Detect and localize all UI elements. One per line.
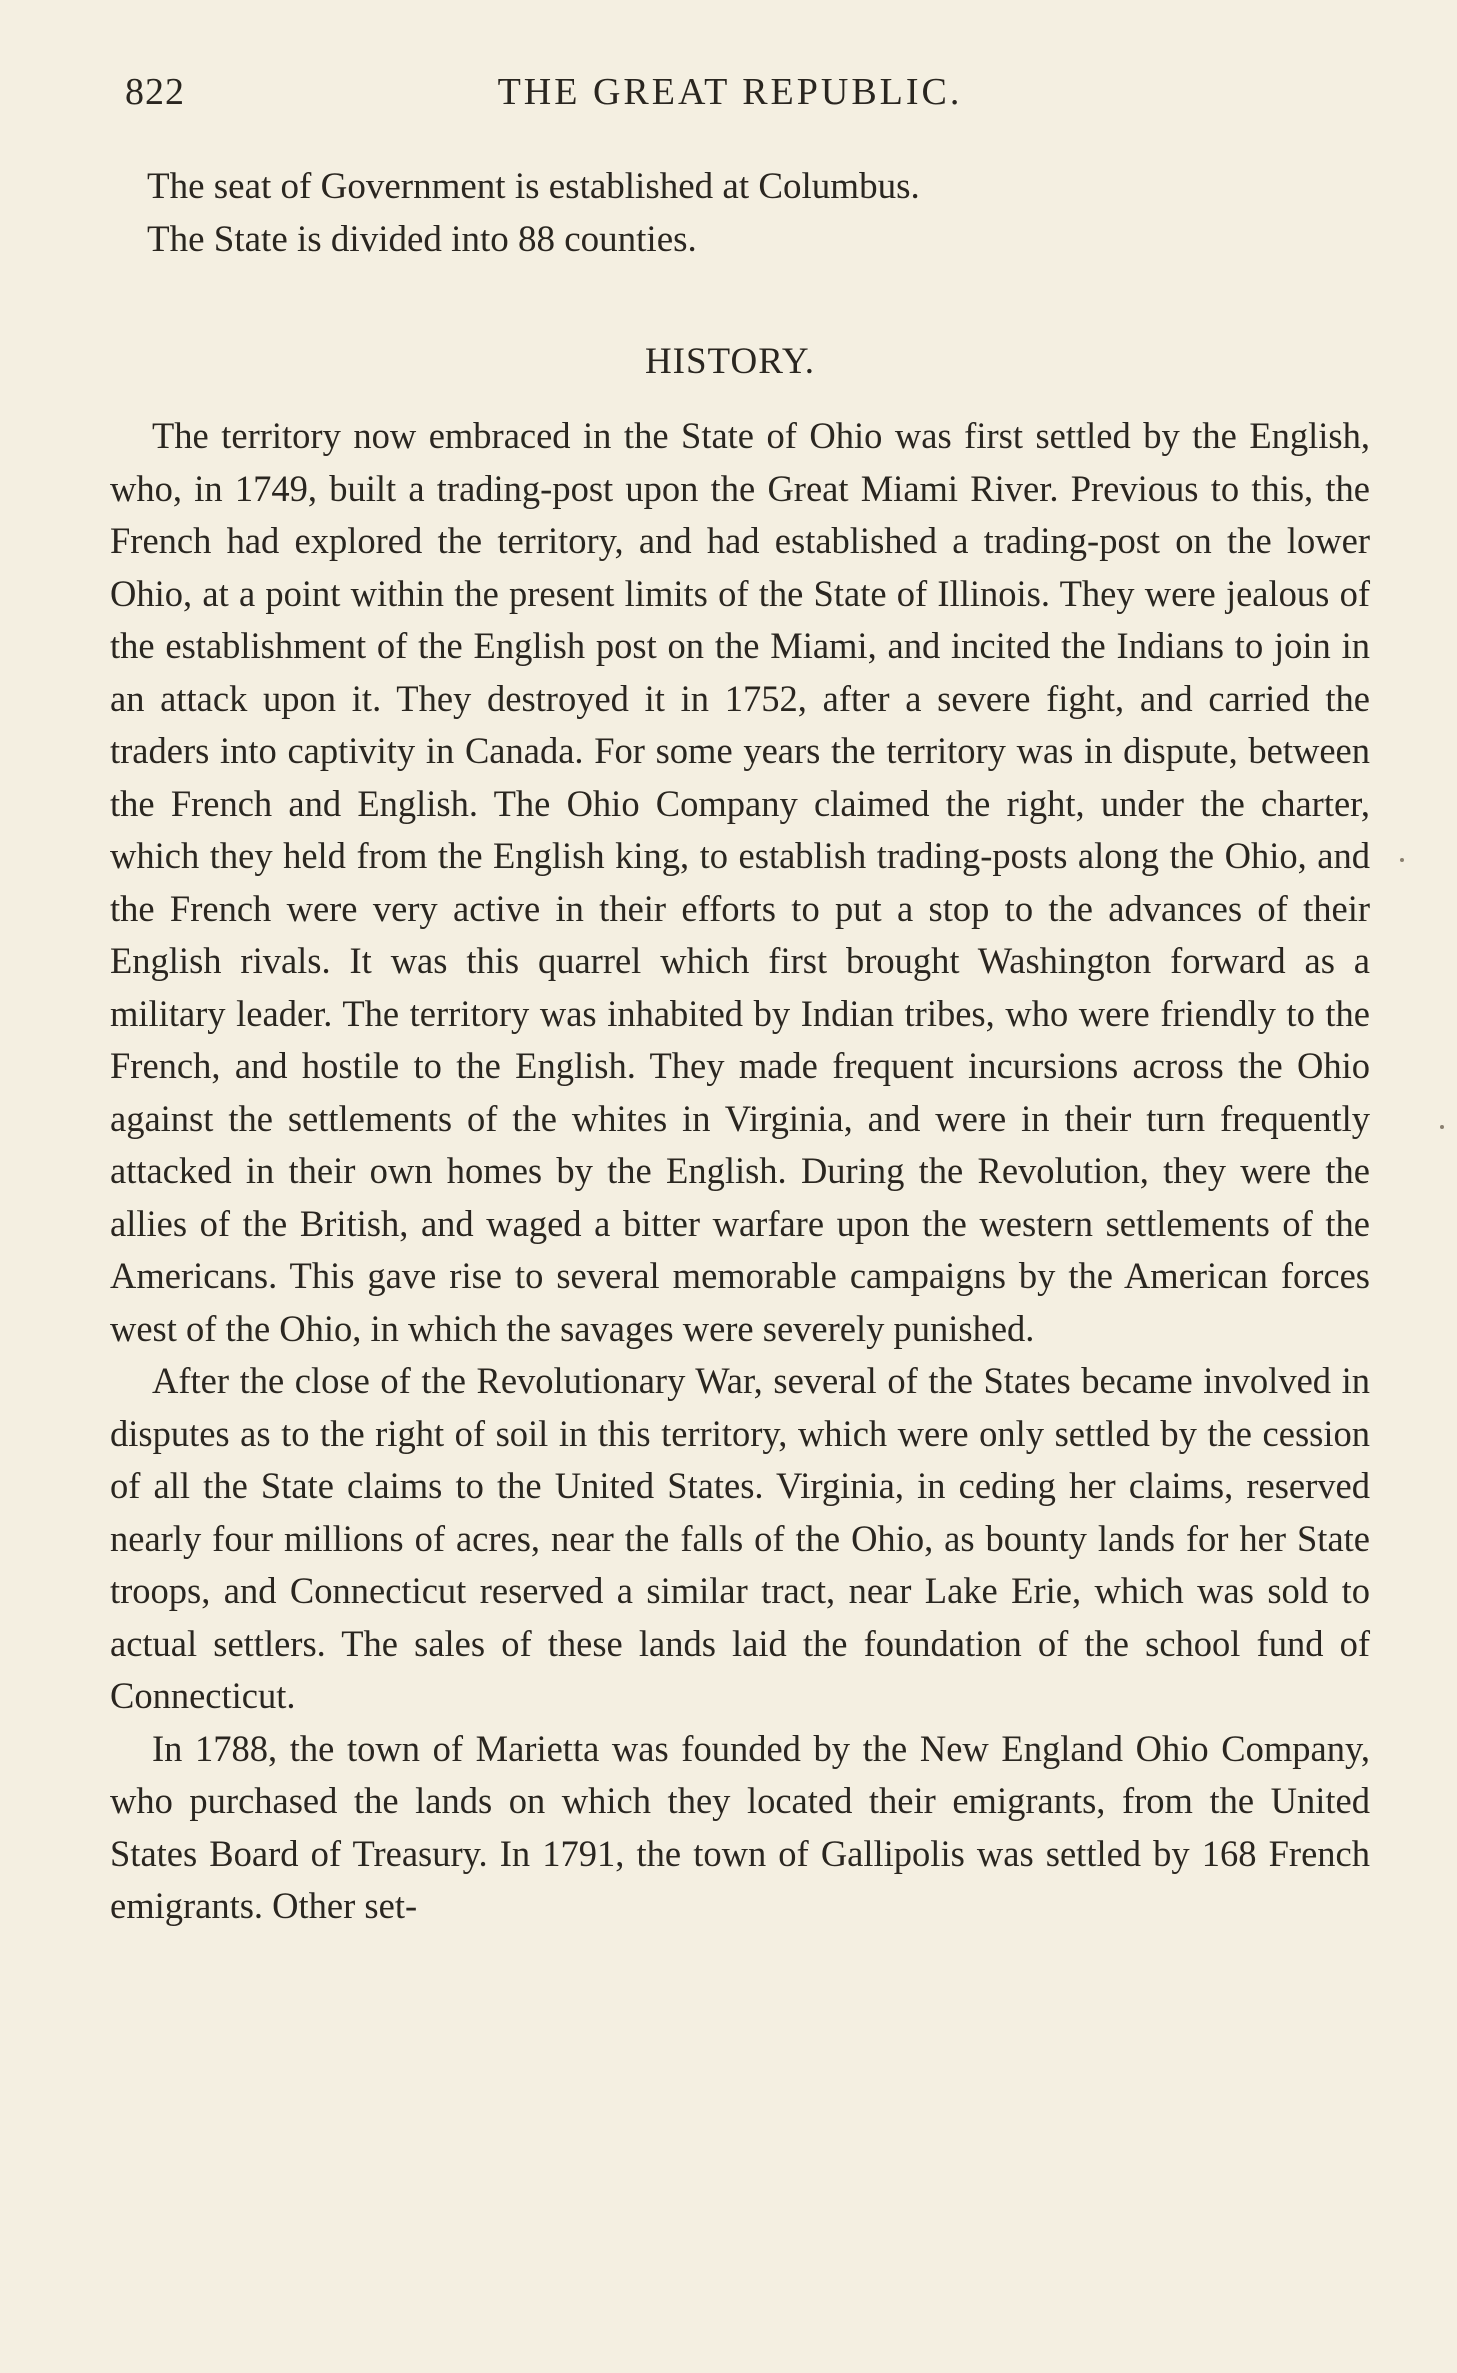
intro-line: The State is divided into 88 counties. bbox=[147, 219, 697, 260]
running-title: THE GREAT REPUBLIC. bbox=[497, 71, 963, 113]
paper-fleck bbox=[1440, 1125, 1444, 1129]
intro-line: The seat of Government is established at Columbus. bbox=[147, 166, 920, 207]
running-head bbox=[125, 70, 1375, 130]
paragraph: The territory now embraced in the State of Ohio was first settled by the English, who, in 1749, built a trading-post upon the Great Miami River. Previous to this, the French had explored the territory, and had established a trading-post on the lower Ohio, at a point within the present limits of the State of Illinois. They were jealous of the establishment of the English post on the Miami, and incited the Indians to join in an attack upon it. They destroyed it in 1752, after a severe fight, and carried the traders into captivity in Canada. For some years the territory was in dispute, between the French and English. The Ohio Company claimed the right, under the charter, which they held from the English king, to establish trading-posts along the Ohio, and the French were very active in their efforts to put a stop to the advances of their English rivals. It was this quarrel which first brought Washington forward as a military leader. The territory was inhabited by Indian tribes, who were friendly to the French, and hostile to the English. They made frequent incursions across the Ohio against the settlements of the whites in Virginia, and were in their turn frequently attacked in their own homes by the English. During the Revolution, they were the allies of the British, and waged a bitter warfare upon the western settlements of the Americans. This gave rise to several memorable campaigns by the American forces west of the Ohio, in which the savages were severely punished. bbox=[110, 415, 1370, 1349]
paragraph: In 1788, the town of Marietta was founded by the New England Ohio Company, who purchased the lands on which they located their emigrants, from the United States Board of Treasury. In 1791, the town of Gallipolis was settled by 168 French emigrants. Other set- bbox=[110, 1727, 1370, 1926]
body-text bbox=[110, 410, 1370, 1933]
paragraph: After the close of the Revolutionary War, several of the States became involved in disputes as to the right of soil in this territory, which were only settled by the cession of all the State claims to the United States. Virginia, in ceding her claims, reserved nearly four millions of acres, near the falls of the Ohio, as bounty lands for her State troops, and Connecticut reserved a similar tract, near Lake Erie, which was sold to actual settlers. The sales of these lands laid the foundation of the school fund of Connecticut. bbox=[110, 1360, 1370, 1716]
paper-fleck bbox=[1400, 858, 1404, 862]
intro-block bbox=[147, 160, 1377, 266]
page-number: 822 bbox=[125, 71, 185, 113]
section-heading: HISTORY. bbox=[644, 341, 816, 382]
